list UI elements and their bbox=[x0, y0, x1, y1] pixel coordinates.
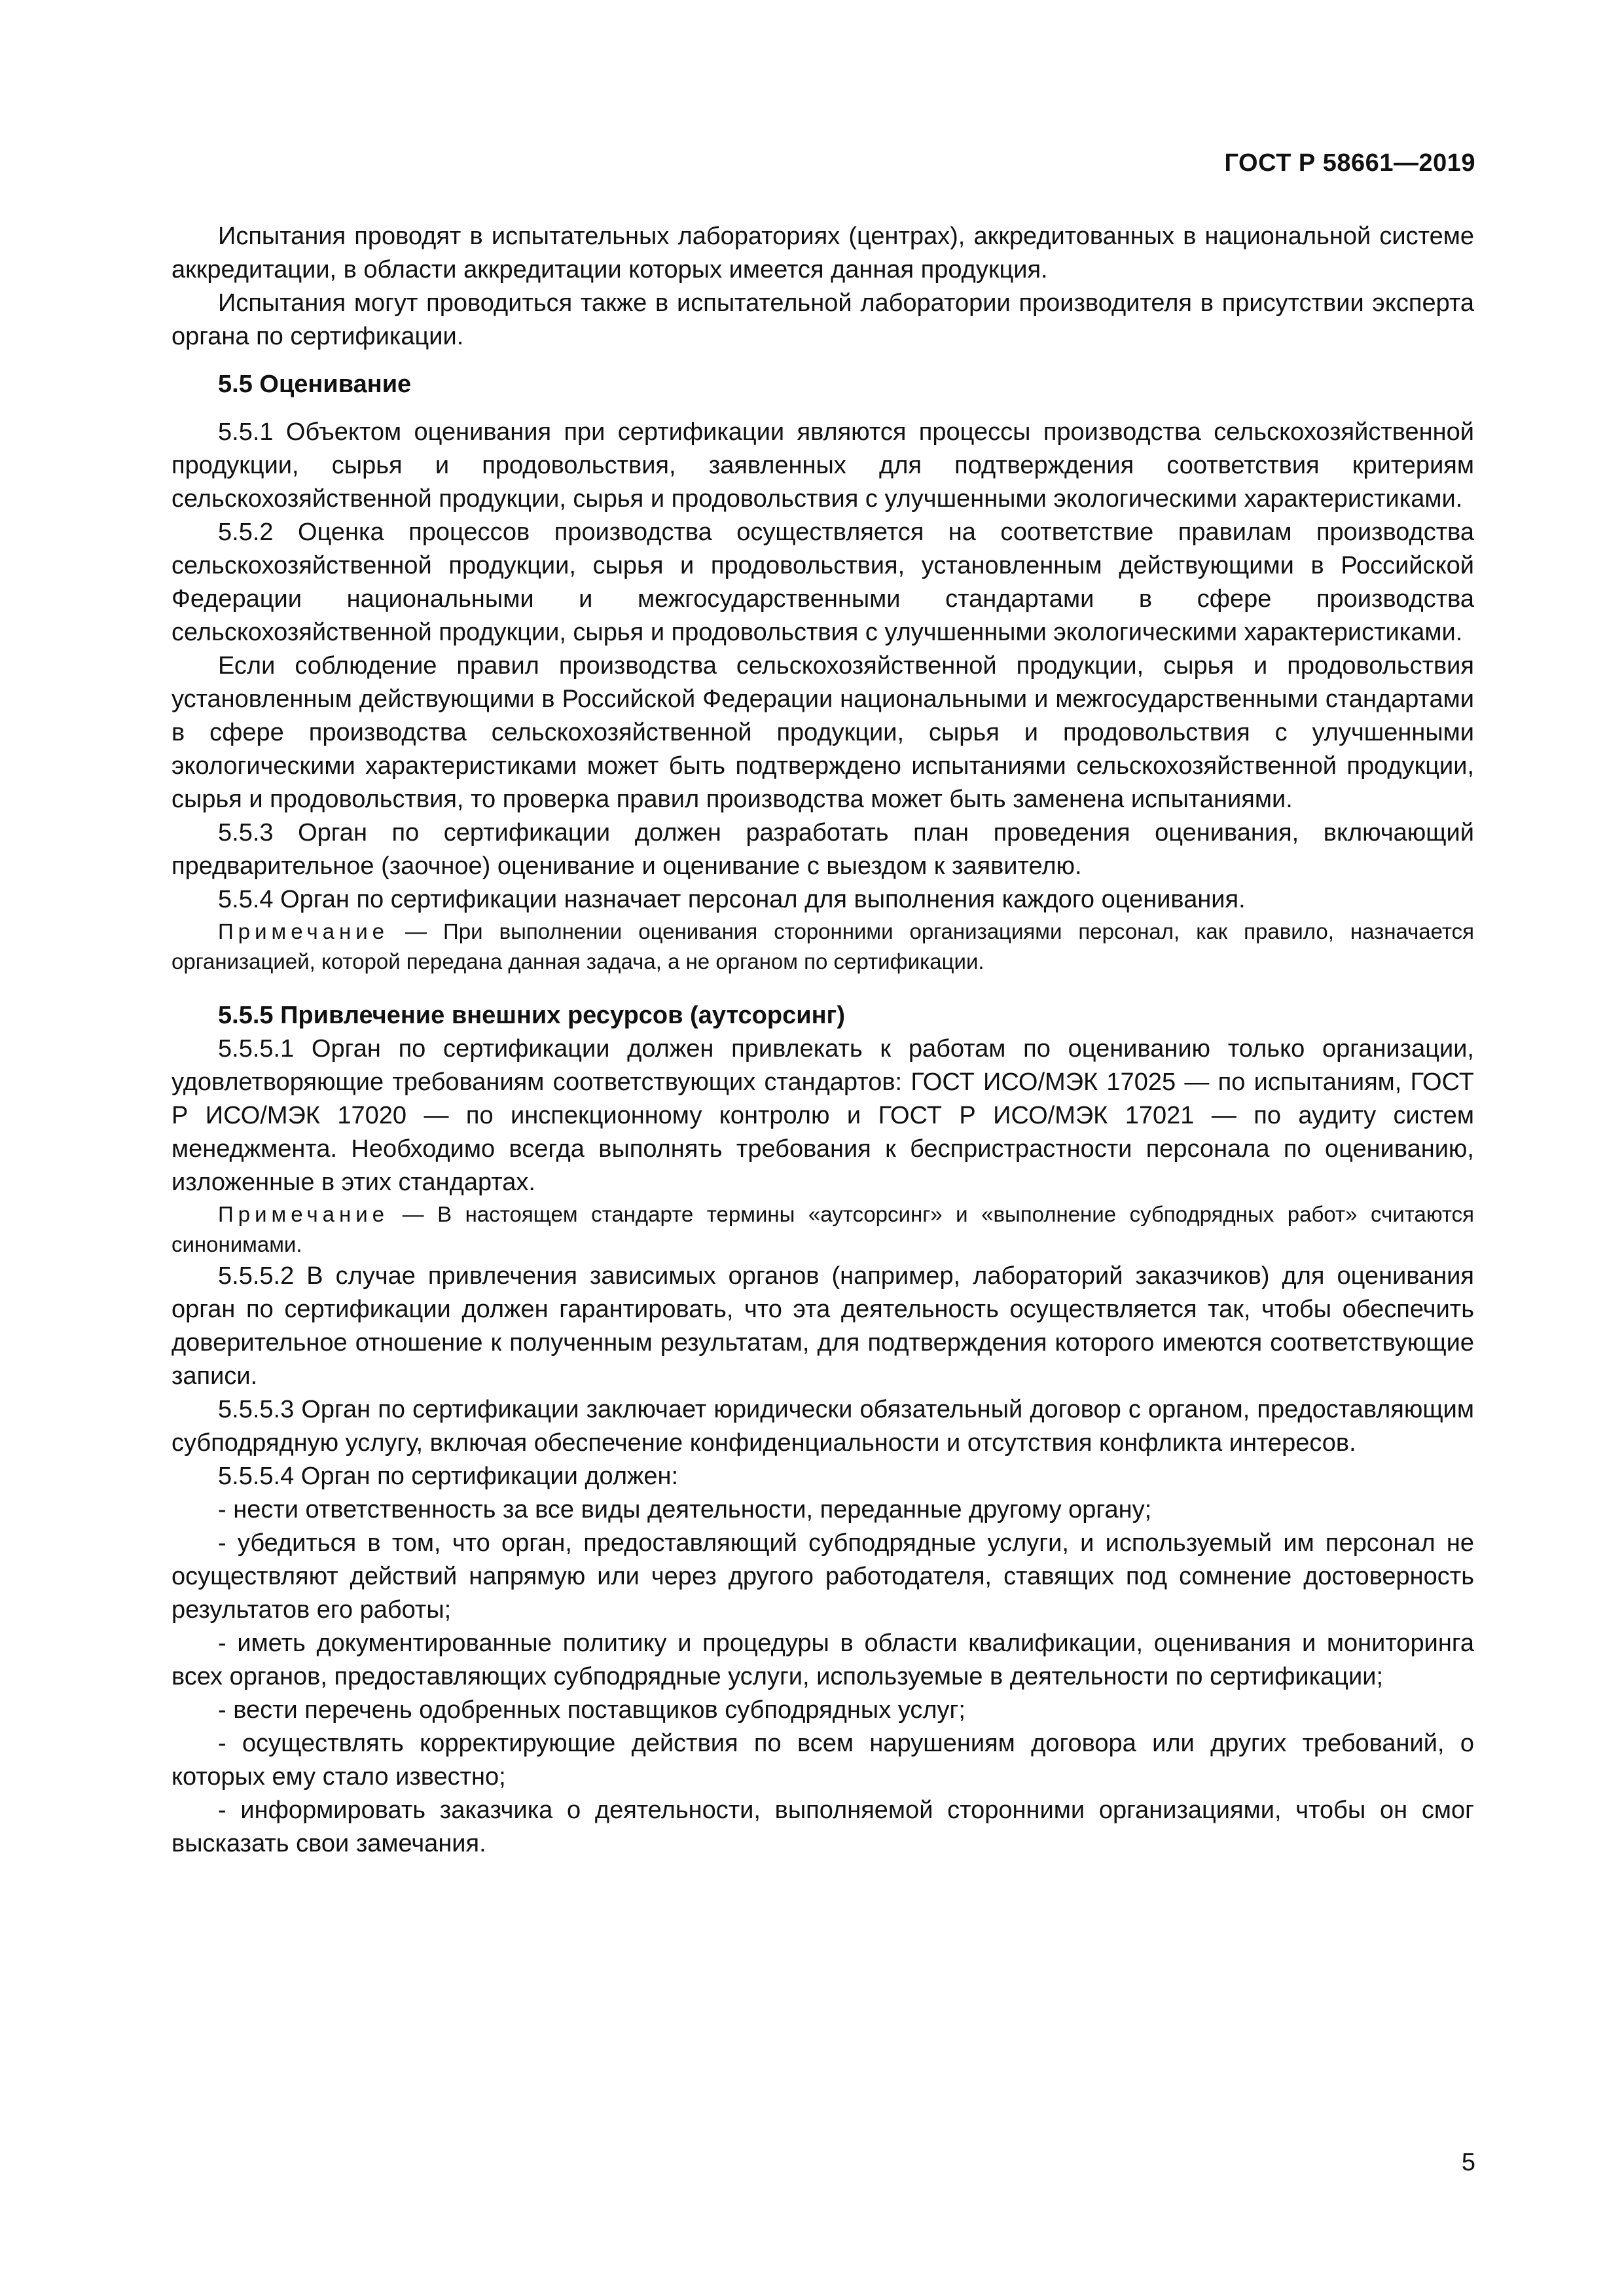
list-item: - убедиться в том, что орган, предоставляющий субподрядные услуги, и используемый им персонал не осуществляют действий напрямую или через другого работодателя, ставящих под сомнение достоверность результатов его работы; bbox=[171, 1529, 1474, 1624]
paragraph-5-5-1: 5.5.1 Объектом оценивания при сертификации являются процессы производства сельскохозяйственной продукции, сырья и продовольствия, заявленных для подтверждения соответствия критериям сельскохозяйственной продукции, сырья и продовольствия с улучшенными экологическими характеристиками. bbox=[171, 418, 1474, 513]
document-body bbox=[171, 220, 1474, 1861]
paragraph-5-5-5-2: 5.5.5.2 В случае привлечения зависимых органов (например, лабораторий заказчиков) для оценивания орган по сертификации должен гарантировать, что эта деятельность осуществляется так, чтобы обеспечить доверительное отношение к полученным результатам, для подтверждения которого имеются соответствующие записи. bbox=[171, 1262, 1474, 1390]
list-item: - информировать заказчика о деятельности, выполняемой сторонними организациями, чтобы он смог высказать свои замечания. bbox=[171, 1796, 1474, 1857]
paragraph-5-5-2-continuation: Если соблюдение правил производства сельскохозяйственной продукции, сырья и продовольствия установленным действующими в Российской Федерации национальными и межгосударственными стандартами в сфере производства сельскохозяйственной продукции, сырья и продовольствия с улучшенными экологическими характеристиками может быть подтверждено испытаниями сельскохозяйственной продукции, сырья и продовольствия, то проверка правил производства может быть заменена испытаниями. bbox=[171, 652, 1474, 813]
section-heading-5-5-5: 5.5.5 Привлечение внешних ресурсов (аутсорсинг) bbox=[218, 1002, 846, 1029]
section-heading-5-5: 5.5 Оценивание bbox=[218, 371, 412, 398]
list-item: - иметь документированные политику и процедуры в области квалификации, оценивания и мониторинга всех органов, предоставляющих субподрядные услуги, используемые в деятельности по сертификации; bbox=[171, 1630, 1474, 1690]
paragraph-testing-labs: Испытания проводят в испытательных лабораториях (центрах), аккредитованных в национальной системе аккредитации, в области аккредитации которых имеется данная продукция. bbox=[171, 223, 1474, 283]
paragraph-5-5-5-4: 5.5.5.4 Орган по сертификации должен: bbox=[218, 1463, 679, 1490]
document-code-header: ГОСТ Р 58661—2019 bbox=[1224, 149, 1475, 177]
paragraph-5-5-5-3: 5.5.5.3 Орган по сертификации заключает юридически обязательный договор с органом, предоставляющим субподрядную услугу, включая обеспечение конфиденциальности и отсутствия конфликта интересов. bbox=[171, 1396, 1474, 1457]
list-item: - осуществлять корректирующие действия по всем нарушениям договора или других требований, о которых ему стало известно; bbox=[171, 1730, 1474, 1791]
note-2-lead: Примечание bbox=[218, 1202, 389, 1226]
list-item: - нести ответственность за все виды деятельности, переданные другому органу; bbox=[218, 1496, 1152, 1523]
paragraph-5-5-2: 5.5.2 Оценка процессов производства осуществляется на соответствие правилам производства сельскохозяйственной продукции, сырья и продовольствия, установленным действующими в Российской Федерации национальными и межгосударственными стандартами в сфере производства сельскохозяйственной продукции, сырья и продовольствия с улучшенными экологическими характеристиками. bbox=[171, 519, 1474, 646]
note-2 bbox=[171, 1199, 1474, 1260]
note-2-text: — В настоящем стандарте термины «аутсорсинг» и «выполнение субподрядных работ» считаются синонимами. bbox=[171, 1202, 1474, 1256]
paragraph-5-5-5-1: 5.5.5.1 Орган по сертификации должен привлекать к работам по оцениванию только организации, удовлетворяющие требованиям соответствующих стандартов: ГОСТ ИСО/МЭК 17025 — по испытаниям, ГОСТ Р ИСО/МЭК 17020 — по инспекционному контролю и ГОСТ Р ИСО/МЭК 17021 — по аудиту систем менеджмента. Необходимо всегда выполнять требования к беспристрастности персонала по оцениванию, изложенные в этих стандартах. bbox=[171, 1035, 1474, 1196]
note-1 bbox=[171, 917, 1474, 977]
paragraph-testing-manufacturer: Испытания могут проводиться также в испытательной лаборатории производителя в присутствии эксперта органа по сертификации. bbox=[171, 289, 1474, 350]
note-1-lead: Примечание bbox=[218, 919, 389, 943]
paragraph-5-5-3: 5.5.3 Орган по сертификации должен разработать план проведения оценивания, включающий предварительное (заочное) оценивание и оценивание с выездом к заявителю. bbox=[171, 819, 1474, 880]
note-1-text: — При выполнении оценивания сторонними организациями персонал, как правило, назначается организацией, которой передана данная задача, а не органом по сертификации. bbox=[171, 919, 1474, 974]
paragraph-5-5-4: 5.5.4 Орган по сертификации назначает персонал для выполнения каждого оценивания. bbox=[218, 886, 1246, 913]
page-number: 5 bbox=[1461, 2149, 1475, 2176]
list-item: - вести перечень одобренных поставщиков субподрядных услуг; bbox=[218, 1696, 965, 1724]
